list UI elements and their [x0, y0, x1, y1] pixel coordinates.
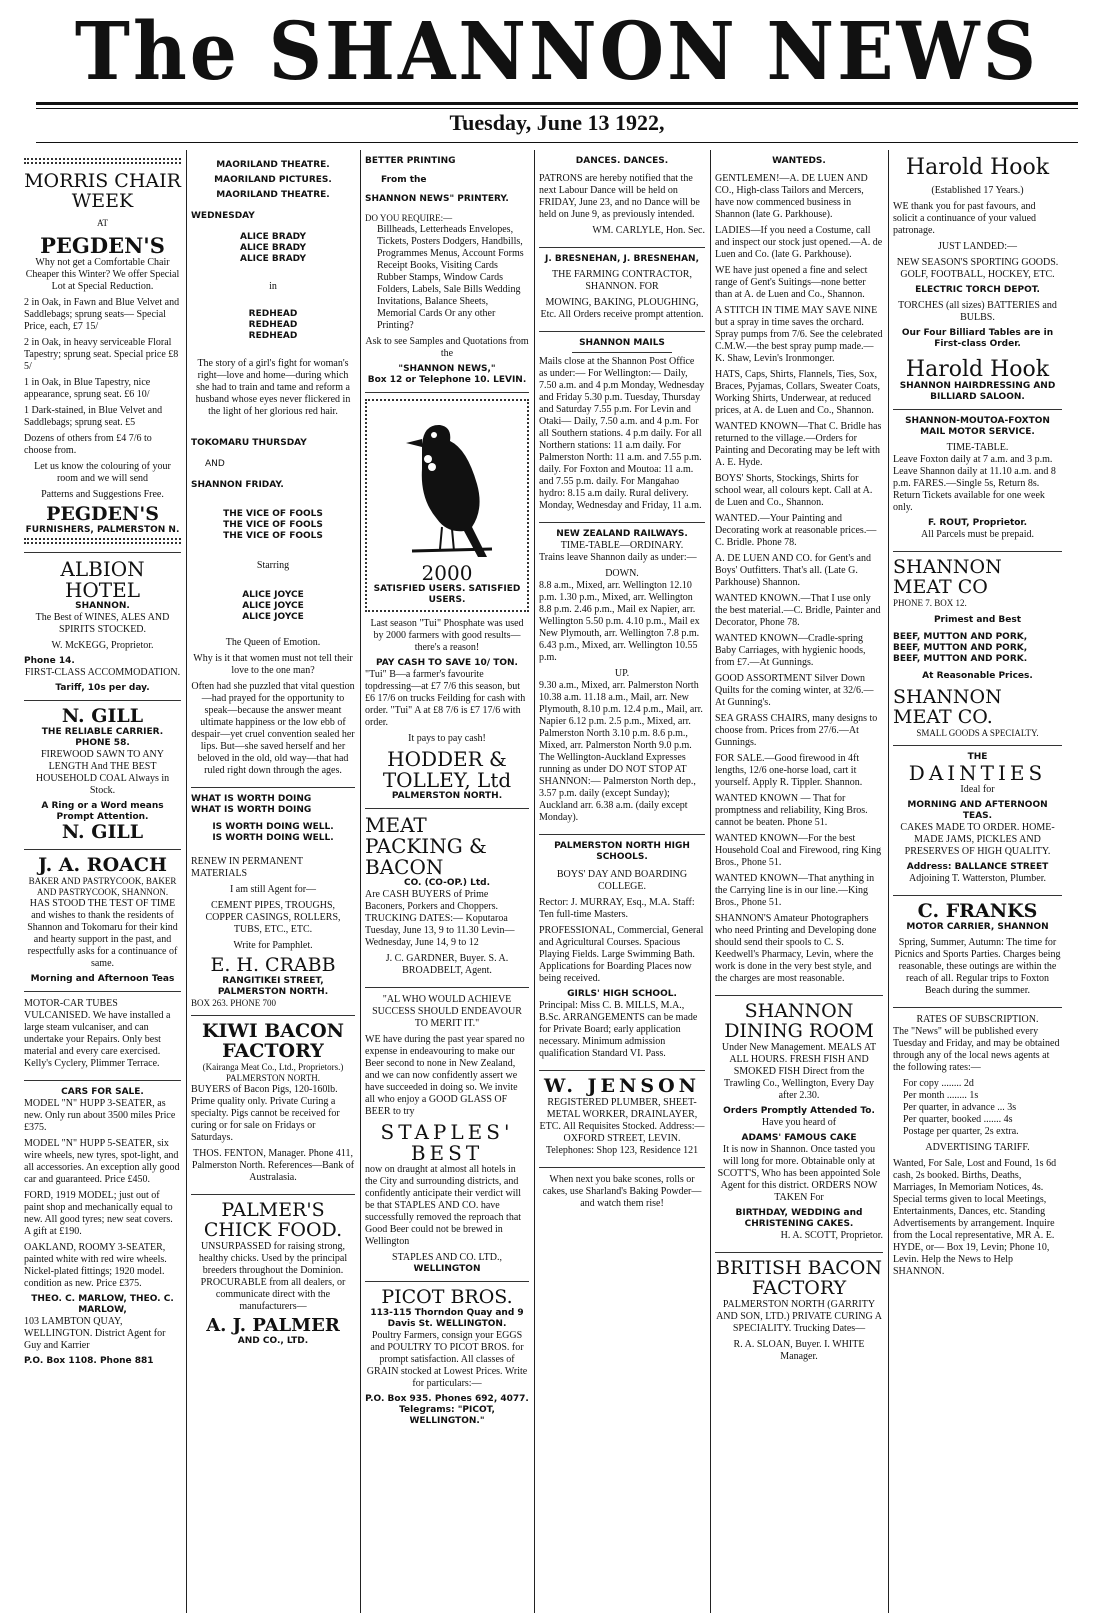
ad-text: Trains leave Shannon daily as under:— — [539, 552, 697, 563]
ad-text: RENEW IN PERMANENT MATERIALS — [191, 856, 303, 879]
ad-heading: WHAT IS WORTH DOING — [191, 805, 312, 815]
ad-text: RANGITIKEI STREET, — [222, 975, 324, 986]
ad-headline: Harold Hook — [905, 155, 1050, 180]
ad-text: At Reasonable Prices. — [922, 671, 1033, 682]
ad-tui-phosphate — [365, 393, 529, 809]
classified-ad: LADIES—If you need a Costume, call and inspect our stock just opened.—A. de Luen and Co. (late G. Parkhouse). — [715, 225, 883, 260]
ad-text: H. A. SCOTT, Proprietor. — [780, 1229, 883, 1241]
ad-text: Address: BALLANCE STREET — [906, 861, 1049, 872]
ad-text: 9.30 a.m., Mixed, arr. Palmerston North 10.38 a.m. 11.18 a.m., Mail, arr. New Plymouth, 8.10 p.m. 12.4 p.m., Mail, arr. Napier 6.12 p.m. 2.5 p.m., Mixed, arr. Palmerston North 3.10 p.m. 8.6 p.m., Mixed, arr. Palmerston North 9.0 p.m. The Wellington-Auckland Expresses running as under DO NOT STOP AT SHANNON:— Palmerston North dep., 3.57 p.m. daily (except Sunday); Auckland arr. 6.38 a.m. (daily except Monday). — [539, 680, 703, 823]
ad-text: WELLINGTON — [413, 1264, 481, 1274]
ad-cars-for-sale — [24, 1081, 181, 1373]
ad-text: "Tui" B—a farmer's favourite topdressing—at £7 7/6 this season, but £6 17/6 on trucks Feilding for cash with order. "Tui" A at £8 7/6 is £7 17/6 with order. — [365, 669, 526, 728]
ad-text: Often had she puzzled that vital question—had prayed for the opportunity to speak—because the answer meant ultimate happiness or the low ebb of despair—yet cruel convention sealed her lips. But—she saved herself and her beloved in the old, old way—that had ruled right down through the ages. — [191, 681, 355, 776]
ad-text: ELECTRIC TORCH DEPOT. — [915, 285, 1040, 296]
ad-text: TOKOMARU THURSDAY — [191, 438, 307, 448]
ad-heading: CARS FOR SALE. — [61, 1086, 144, 1097]
ad-text: UNSURPASSED for raising strong, healthy chicks. Used by the principal breeders throughout the Dominion. PROCURABLE from all dealers, or communicate direct with the manufacturers— — [198, 1240, 348, 1312]
classified-ad: A STITCH IN TIME MAY SAVE NINE but a spray in time saves the orchard. Spray pumps from 7/6. See the celebrated C.M.W.—the best spray pump made.—K. Shaw, Levin's Ironmonger. — [715, 305, 883, 364]
ad-text: AND — [205, 459, 225, 469]
ad-text: BIRTHDAY, WEDDING and CHRISTENING CAKES. — [735, 1207, 863, 1229]
ad-text: Poultry Farmers, consign your EGGS and POULTRY TO PICOT BROS. for prompt satisfaction. All classes of GRAIN stocked at Lowest Prices. Write for particulars:— — [366, 1329, 528, 1389]
ad-text: SHANNON NEWS" PRINTERY. — [365, 194, 509, 204]
ad-text: Primest and Best — [933, 615, 1022, 626]
ad-text: It pays to pay cash! — [408, 733, 486, 744]
ad-heading: BETTER PRINTING — [365, 156, 456, 166]
ad-text: PALMERSTON NORTH. — [391, 791, 503, 801]
star-name: ALICE BRADY — [239, 254, 307, 264]
ad-n-gill — [24, 701, 181, 850]
issue-date: Tuesday, June 13 1922, — [449, 110, 665, 135]
ad-dances — [539, 150, 705, 248]
shannon-mails — [539, 332, 705, 523]
ad-dining-room — [715, 996, 883, 1253]
ad-text: SHANNON FRIDAY. — [191, 480, 284, 490]
ad-text: The "News" will be published every Tuesday and Friday, and may be obtained through any of the local news agents at the following rates:— — [893, 1025, 1060, 1073]
ad-text: Let us know the colouring of your room and we will send — [34, 460, 171, 484]
ad-text: (Kairanga Meat Co., Ltd., Proprietors.) PALMERSTON NORTH. — [202, 1061, 344, 1083]
ad-headline: C. FRANKS — [917, 899, 1038, 922]
ad-text: W. McKEGG, Proprietor. — [51, 639, 154, 651]
section-heading: SHANNON MAILS — [579, 338, 665, 348]
ad-albion-hotel — [24, 553, 181, 701]
ad-text: FIRST-CLASS ACCOMMODATION. — [24, 666, 181, 678]
ad-text: STAPLES AND CO. LTD., — [392, 1252, 502, 1263]
tui-bird-icon — [392, 409, 502, 559]
ad-text: WM. CARLYLE, Hon. Sec. — [592, 225, 705, 236]
ad-text: SATISFIED USERS. SATISFIED USERS. — [373, 584, 521, 605]
ad-text: R. A. SLOAN, Buyer. I. WHITE Manager. — [733, 1338, 865, 1362]
ad-kiwi-bacon — [191, 1016, 355, 1195]
ad-text: "SHANNON NEWS," — [398, 364, 496, 374]
ad-text: THE — [967, 751, 988, 762]
ad-text: WE have during the past year spared no expense in endeavouring to make our Beer second to none in New Zealand, and we can now confidently assert we have succeeded in doing so. We invite all who enjoy a GOOD GLASS OF BEER to try — [365, 1034, 525, 1117]
ad-text: PALMERSTON NORTH (GARRITY AND SON, LTD.) PRIVATE CURING A SPECIALITY. Trucking Dates— — [716, 1298, 882, 1334]
ad-item: 1 in Oak, in Blue Tapestry, nice appearance, sprung seat. £6 10/ — [24, 376, 151, 400]
ad-text: CEMENT PIPES, TROUGHS, COPPER CASINGS, ROLLERS, TUBS, ETC., ETC. — [205, 900, 341, 935]
classified-ad: WANTED KNOWN — That for promptness and reliability, King Bros. cannot be beaten. Phone 51. — [715, 793, 868, 828]
ad-pn-high-schools — [539, 835, 705, 1071]
ad-text: BUYERS of Bacon Pigs, 120-160lb. Prime quality only. Private Curing a specialty. Pigs cannot be received for curing or for sale on Fridays or Saturdays. — [191, 1083, 340, 1143]
ad-headline: N. GILL — [61, 820, 144, 843]
border-dots — [24, 158, 181, 164]
ad-headline: PICOT BROS. — [381, 1286, 513, 1308]
ad-text: PAY CASH TO SAVE 10/ TON. — [376, 658, 518, 668]
ad-sharland — [539, 1168, 705, 1220]
ad-text: Spring, Summer, Autumn: The time for Picnics and Sports Parties. Charges being reasonable, these outings are within the reach of all. Regular trips to Foxton Beach during the summer. — [894, 936, 1061, 996]
classified-ad: BOYS' Shorts, Stockings, Shirts for school wear, all colours kept. Call at A. de Luen and Co., Shannon. — [715, 473, 873, 508]
ad-heading: WHAT IS WORTH DOING — [191, 794, 312, 804]
ad-text: MORNING AND AFTERNOON TEAS. — [907, 799, 1048, 821]
ad-heading: J. BRESNEHAN, J. BRESNEHAN, — [544, 254, 700, 264]
ad-text: TIME-TABLE. — [946, 442, 1009, 454]
ad-shannon-meat — [893, 552, 1062, 746]
ad-pegdens — [24, 150, 181, 553]
ad-headline: MEAT PACKING & BACON — [365, 813, 487, 879]
ad-heading: SHANNON-MOUTOA-FOXTON MAIL MOTOR SERVICE. — [905, 416, 1050, 438]
ad-text: TIME-TABLE—ORDINARY. — [560, 540, 684, 551]
rate-row: Postage per quarter, 2s extra. — [903, 1125, 1019, 1137]
ad-item: MODEL "N" HUPP 5-SEATER, six wire wheels, new tyres, spot-light, and all accessories. An exception ally good car and guaranteed. Price £450. — [24, 1137, 180, 1185]
ad-headline: W. JENSON — [543, 1075, 701, 1097]
ad-text: THEO. C. MARLOW, THEO. C. MARLOW, — [31, 1293, 174, 1315]
ad-text: NEW SEASON'S SPORTING GOODS. GOLF, FOOTBALL, HOCKEY, ETC. — [896, 257, 1059, 281]
ad-headline: Harold Hook — [905, 357, 1050, 383]
ad-text: Starring — [256, 560, 290, 571]
ad-headline: DAINTIES — [908, 760, 1047, 785]
ad-text: All Parcels must be prepaid. — [920, 529, 1035, 541]
ad-text: CAKES MADE TO ORDER. HOME-MADE JAMS, PICKLES AND PRESERVES OF HIGH QUALITY. — [900, 821, 1055, 857]
subscription-rates — [893, 1008, 1062, 1288]
ad-text: BEEF, MUTTON AND PORK, — [893, 643, 1028, 654]
ad-heading: IS WORTH DOING WELL. — [212, 833, 334, 843]
ad-text: THOS. FENTON, Manager. Phone 411, Palmerston North. References—Bank of Australasia. — [191, 1147, 355, 1183]
ad-item: FORD, 1919 MODEL; just out of paint shop and mechanically equal to new. All good tyres; new seat covers. A gift at £190. — [24, 1189, 173, 1237]
ad-text: Mails close at the Shannon Post Office as under:— For Wellington:— Daily, 7.50 a.m. and 4 p.m Monday, Wednesday and Friday 5.30 p.m. Tuesday, Thursday and Saturday 7.55 p.m. For Levin and Otaki— Daily, 7.50 a.m. and 4 p.m. For all Southern stations. 4 p.m daily. For all Northern stations: 11 a.m daily. For Palmerston North: 11 a.m. and 7.55 p.m. daily. For Foxton and Moutoa: 11 a.m. and 7.55 p.m. daily. For Mangahao hydro: 8.15 a.m daily. Rural delivery. Monday, Wednesday and Friday, 11 a.m. — [539, 356, 705, 511]
classified-ad: WANTED KNOWN—That anything in the Carrying line is in our line.—King Bros., Phone 51. — [715, 873, 875, 908]
ad-harold-hook — [893, 150, 1062, 410]
ad-text: WE thank you for past favours, and solicit a continuance of your valued patronage. — [893, 201, 1037, 237]
ad-text: BOX 263. PHONE 700 — [191, 997, 277, 1008]
star-name: ALICE JOYCE — [242, 590, 304, 600]
ad-headline: N. GILL — [61, 704, 144, 727]
ad-heading: DANCES. DANCES. — [575, 156, 669, 166]
ad-text: The story of a girl's fight for woman's right—love and home—during which she had to train and tame and reform a husband whose eyes never flickered in the light of her glorious red hair. — [195, 358, 351, 417]
ad-item: MODEL "N" HUPP 3-SEATER, as new. Only run about 3500 miles Price £375. — [24, 1097, 176, 1133]
ad-text: MOWING, BAKING, PLOUGHING, Etc. All Orders receive prompt attention. — [540, 297, 704, 320]
film-title: REDHEAD — [248, 320, 298, 330]
ad-text: BOYS' DAY AND BOARDING COLLEGE. — [556, 869, 688, 892]
ad-text: Billheads, Letterheads Envelopes, Tickets, Posters Dodgers, Handbills, Programmes Menus, Account Forms Receipt Books, Visiting Cards Rubber Stamps, Window Cards Folders, Labels, Sale Bills Wedding Invitations, Balance Sheets, Memorial Cards Or any other Printing? — [377, 224, 524, 331]
star-name: ALICE BRADY — [239, 232, 307, 242]
classified-ad: SHANNON'S Amateur Photographers who need Printing and Developing done should send their spools to C. S. Keedwell's Pharmacy, Levin, where the work is done in the very best style, and the charges are most reasonable. — [715, 913, 877, 984]
ad-text: P.O. Box 1108. Phone 881 — [24, 1355, 154, 1366]
ad-c-franks — [893, 896, 1062, 1008]
classified-ad: GOOD ASSORTMENT Silver Down Quilts for the coming winter, at 32/6.—At Gunning's. — [715, 673, 874, 708]
ad-brand: STAPLES' BEST — [380, 1120, 514, 1165]
ad-headline: SHANNON DINING ROOM — [724, 1000, 874, 1042]
ad-text: DOWN. — [605, 568, 639, 579]
ad-bresnehan — [539, 248, 705, 332]
ad-text: I am still Agent for— — [229, 884, 317, 895]
classified-ad: WANTED KNOWN.—That I use only the best material.—C. Bridle, Painter and Decorator, Phone 78. — [715, 593, 881, 628]
ad-british-bacon — [715, 1253, 883, 1373]
ad-roach — [24, 850, 181, 992]
ad-text: "AL WHO WOULD ACHIEVE SUCCESS SHOULD ENDEAVOUR TO MERIT IT." — [372, 994, 522, 1029]
section-heading: RATES OF SUBSCRIPTION. — [916, 1013, 1039, 1025]
ad-text: (Established 17 Years.) — [931, 185, 1024, 197]
ad-brand: A. J. PALMER — [206, 1314, 340, 1336]
ad-list — [191, 309, 355, 342]
ad-headline: BRITISH BACON FACTORY — [716, 1256, 882, 1299]
classified-ad: WANTED KNOWN—For the best Household Coal and Firewood, ring King Bros., Phone 51. — [715, 833, 882, 868]
star-name: ALICE JOYCE — [242, 612, 304, 622]
date-rule — [36, 142, 1078, 143]
ad-text: When next you bake scones, rolls or cakes, use Sharland's Baking Powder—and watch them rise! — [542, 1173, 702, 1209]
theatre-line: MAORILAND PICTURES. — [214, 175, 332, 185]
ad-text: Ideal for — [960, 783, 995, 795]
ad-text: From the — [381, 175, 427, 185]
masthead — [0, 0, 1114, 150]
film-title: THE VICE OF FOOLS — [223, 509, 323, 519]
classified-ad: WANTED KNOWN—Cradle-spring Baby Carriages, with hygienic hoods, from £7.—At Gunnings. — [715, 633, 866, 668]
ad-list — [191, 232, 355, 265]
ad-heading — [191, 160, 355, 201]
ad-brand: HODDER & TOLLEY, Ltd — [382, 747, 512, 792]
column-6 — [889, 150, 1066, 1613]
ad-heading: ADAMS' FAMOUS CAKE — [741, 1132, 857, 1143]
ad-text: THE FARMING CONTRACTOR, SHANNON. FOR — [552, 269, 692, 292]
ad-text: 8.8 a.m., Mixed, arr. Wellington 12.10 p.m. 1.30 p.m., Mixed, arr. Wellington 8.8 p.m. 2.46 p.m., Mail ex Napier, arr. Wellington 5.50 p.m. 4.10 p.m., Mail ex New Plymouth, arr. Wellington 7.8 p.m. 6.43 p.m., Mixed, arr. Wellington 10.55 p.m. — [539, 580, 700, 663]
ad-text: FURNISHERS, PALMERSTON N. — [25, 524, 180, 535]
ad-better-printing — [365, 150, 529, 393]
column-2 — [187, 150, 359, 1613]
classified-ad: WANTED.—Your Painting and Decorating work at reasonable prices.—C. Bridle. Phone 78. — [715, 513, 877, 548]
ad-list — [191, 590, 355, 623]
ad-text: SHANNON. — [75, 600, 130, 611]
ad-text: Patterns and Suggestions Free. — [41, 488, 164, 500]
ad-heading: GIRLS' HIGH SCHOOL. — [567, 989, 677, 999]
classified-ad: HATS, Caps, Shirts, Flannels, Ties, Sox, Braces, Pyjamas, Collars, Sweater Coats, Working Shirts, Underwear, at reduced prices, at A. de Luen and Co., Shannon. — [715, 369, 880, 416]
divider — [572, 352, 672, 353]
ad-text: 113-115 Thorndon Quay and 9 Davis St. WELLINGTON. — [370, 1307, 524, 1329]
ad-text: WEDNESDAY — [191, 211, 255, 221]
ad-brand: PEGDEN'S — [46, 502, 159, 525]
ad-mail-motor — [893, 410, 1062, 552]
ad-text: Tariff, 10s per day. — [55, 682, 150, 693]
classified-ad: WE have just opened a fine and select range of Gent's Suitings—none better than at A. de Luen and Co., Shannon. — [715, 265, 868, 300]
users-number: 2000 — [421, 561, 473, 585]
ad-text: 103 LAMBTON QUAY, WELLINGTON. District Agent for Guy and Karrier — [24, 1315, 166, 1351]
ad-text: now on draught at almost all hotels in the City and surrounding districts, and confidently anticipate their verdict will be that STAPLES AND CO. have successfully removed the reproach that Good Beer could not be brewed in Wellington — [365, 1164, 522, 1247]
ad-text: HAS STOOD THE TEST OF TIME and wishes to thank the residents of Shannon and Tokomaru for their kind and hearty support in the past, and respectfully asks for a continuance of same. — [27, 897, 178, 969]
ad-item: Dozens of others from £4 7/6 to choose from. — [24, 432, 152, 456]
column-5 — [711, 150, 887, 1613]
ad-text: THE RELIABLE CARRIER. PHONE 58. — [41, 726, 164, 748]
ad-text: AT — [97, 217, 108, 228]
section-heading: NEW ZEALAND RAILWAYS. — [556, 529, 688, 539]
column-4 — [535, 150, 709, 1613]
ad-text: Our Four Billiard Tables are in First-class Order. — [901, 328, 1054, 350]
ad-text: F. ROUT, Proprietor. — [927, 518, 1028, 529]
theatre-line: MAORILAND THEATRE. — [216, 190, 330, 200]
film-title: REDHEAD — [248, 331, 298, 341]
ad-text: Under New Management. MEALS AT ALL HOURS. FRESH FISH AND SMOKED FISH Direct from the Trawling Co., Wellington, Every Day after 2.30. — [721, 1041, 877, 1101]
ad-text: A Ring or a Word means Prompt Attention. — [41, 800, 164, 822]
ad-text: Rector: J. MURRAY, Esq., M.A. Staff: Ten full-time Masters. — [539, 897, 695, 920]
film-title: REDHEAD — [248, 309, 298, 319]
ad-text: JUST LANDED:— — [938, 241, 1017, 253]
newspaper-title: The SHANNON NEWS — [74, 5, 1040, 99]
ad-text: Have you heard of — [761, 1116, 837, 1128]
classified-ad: FOR SALE.—Good firewood in 4ft lengths, 12/6 one-horse load, cart it yourself. Apply R. Tippler. Shannon. — [715, 753, 863, 788]
ad-text: FIREWOOD SAWN TO ANY LENGTH And THE BEST HOUSEHOLD COAL Always in Stock. — [35, 748, 170, 796]
ad-text: SMALL GOODS A SPECIALTY. — [916, 727, 1039, 738]
masthead-rule — [36, 102, 1078, 105]
ad-item: 2 in Oak, in heavy serviceable Floral Tapestry; sprung seat. Special price £8 5/ — [24, 336, 179, 372]
ad-headline: E. H. CRABB — [210, 954, 336, 976]
ad-text: MOTOR CARRIER, SHANNON — [906, 921, 1049, 932]
ad-text: TORCHES (all sizes) BATTERIES and BULBS. — [898, 300, 1057, 324]
ad-palmers-chick-food — [191, 1195, 355, 1353]
column-1 — [20, 150, 185, 1613]
film-title: THE VICE OF FOOLS — [223, 520, 323, 530]
ad-headline: PALMER'S CHICK FOOD. — [203, 1198, 343, 1241]
ad-heading: IS WORTH DOING WELL. — [212, 822, 334, 832]
ad-list — [191, 509, 355, 542]
ad-text: PHONE 7. BOX 12. — [893, 598, 967, 609]
star-name: ALICE BRADY — [239, 243, 307, 253]
ad-text: Are CASH BUYERS of Prime Baconers, Porkers and Choppers. TRUCKING DATES:— Koputaroa Tuesday, June 13, 9 to 11.30 Levin—Wednesday, June 14, 9 to 12 — [365, 889, 515, 948]
section-heading: ADVERTISING TARIFF. — [925, 1141, 1030, 1153]
ad-text: REGISTERED PLUMBER, SHEET-METAL WORKER, DRAINLAYER, ETC. All Requisites Stocked. Address:— OXFORD STREET, LEVIN. Telephones: Shop 123, Residence 121 — [539, 1096, 705, 1156]
section-heading: PALMERSTON NORTH HIGH SCHOOLS. — [554, 841, 690, 862]
ad-item: OAKLAND, ROOMY 3-SEATER, painted white with red wire wheels. Nickel-plated fittings; 1920 model. condition as new. Price £375. — [24, 1241, 167, 1289]
ad-text: Why is it that women must not tell their love to the one man? — [193, 653, 353, 676]
star-name: ALICE JOYCE — [242, 601, 304, 611]
ad-headline: KIWI BACON FACTORY — [201, 1019, 345, 1062]
ad-text: PATRONS are hereby notified that the next Labour Dance will be held on FRIDAY, June 23, and no Dance will be held on June 9, as previously intended. — [539, 173, 700, 220]
ad-headline: ALBION HOTEL — [60, 556, 145, 602]
ad-text: Morning and Afternoon Teas — [30, 973, 175, 984]
ad-text: Adjoining T. Watterston, Plumber. — [909, 872, 1046, 884]
ad-text: Principal: Miss C. B. MILLS, M.A., B.Sc. ARRANGEMENTS can be made for Private Board; early application necessary. Minimum admission qualification Standard VI. Pass. — [539, 1000, 698, 1059]
ad-text: Last season "Tui" Phosphate was used by 2000 farmers with good results—there's a reason! — [370, 618, 524, 653]
rate-row: For copy ........ 2d — [903, 1077, 974, 1089]
ad-concrete-agent — [191, 788, 355, 1016]
rate-table — [893, 1078, 1062, 1138]
ad-headline: SHANNON MEAT CO. — [893, 686, 1002, 728]
ad-text: P.O. Box 935. Phones 692, 4077. Telegrams: "PICOT, WELLINGTON." — [365, 1393, 529, 1426]
ad-text: Ask to see Samples and Quotations from the — [365, 336, 529, 359]
ad-text: Why not get a Comfortable Chair Cheaper this Winter? We offer Special Lot at Special Reduction. — [25, 256, 180, 292]
ad-text: Phone 14. — [24, 655, 75, 666]
ad-jenson — [539, 1071, 705, 1168]
ad-text: The Queen of Emotion. — [225, 637, 321, 648]
rate-row: Per month ........ 1s — [903, 1089, 979, 1101]
ad-text: Write for Pamphlet. — [233, 940, 313, 951]
ad-meat-packing — [365, 809, 529, 988]
ad-text: in — [269, 281, 277, 292]
ad-text: BEEF, MUTTON AND PORK, — [893, 632, 1028, 643]
rate-row: Per quarter, booked ....... 4s — [903, 1113, 1013, 1125]
classified-ad: SEA GRASS CHAIRS, many designs to choose from. Prices from 27/6.—At Gunnings. — [715, 713, 878, 748]
ad-text: PALMERSTON NORTH. — [217, 986, 329, 997]
ad-item: 1 Dark-stained, in Blue Velvet and Saddlebags; sprung seat. £5 — [24, 404, 163, 428]
ad-text: UP. — [614, 668, 630, 679]
classified-ad: WANTED KNOWN—That C. Bridle has returned to the village.—Orders for Painting and Decorating may be left with A. E. Hyde. — [715, 421, 882, 468]
ad-text: AND CO., LTD. — [237, 1335, 309, 1346]
border-dots — [24, 538, 181, 544]
ad-text: MOTOR-CAR TUBES VULCANISED. We have installed a large steam vulcaniser, and can undertake your Repairs. Only best material and every care exercised. Kelly's Cyclery, Plimmer Terrace. — [24, 997, 171, 1069]
ad-dainties — [893, 746, 1062, 896]
ad-text: DO YOU REQUIRE:— — [365, 213, 453, 223]
theatre-line: MAORILAND THEATRE. — [216, 160, 330, 170]
ad-maoriland-theatre — [191, 150, 355, 788]
ad-staples — [365, 988, 529, 1282]
ad-text: J. C. GARDNER, Buyer. S. A. BROADBELT, Agent. — [385, 953, 509, 976]
film-title: THE VICE OF FOOLS — [223, 531, 323, 541]
ad-brand: PEGDEN'S — [40, 232, 165, 258]
ad-picot-bros — [365, 1282, 529, 1433]
ad-text: Wanted, For Sale, Lost and Found, 1s 6d cash, 2s booked. Births, Deaths, Marriages, In Memoriam Notices, 4s. Special terms given to local Meetings, Entertainments, Dances, etc. Standing Advertisements by arrangement. Inquire from the Local representative, MR A. E. HYDE, or— Box 19, Levin; Phone 10, Levin. Help the News to Help SHANNON. — [893, 1157, 1057, 1277]
tui-frame — [365, 399, 529, 612]
rate-row: Per quarter, in advance ... 3s — [903, 1101, 1017, 1113]
column-3 — [361, 150, 533, 1613]
ad-text: Box 12 or Telephone 10. LEVIN. — [367, 375, 527, 385]
ad-headline: MORRIS CHAIR WEEK — [24, 170, 181, 212]
section-heading: WANTEDS. — [772, 156, 826, 166]
masthead-rule-thin — [36, 108, 1078, 109]
ad-vulcanising — [24, 992, 181, 1081]
classified-ad: GENTLEMEN!—A. DE LUEN AND CO., High-class Tailors and Mercers, have now commenced business in Shannon (late G. Parkhouse). — [715, 173, 868, 220]
ad-item: 2 in Oak, in Fawn and Blue Velvet and Saddlebags; sprung seats— Special Price, each, £7 15/ — [24, 296, 180, 332]
ad-headline: SHANNON MEAT CO — [893, 556, 1002, 599]
ad-text: Leave Foxton daily at 7 a.m. and 3 p.m. Leave Shannon daily at 11.10 a.m. and 8 p.m. FARES.—Single 5s, Return 8s. Return Tickets available for one week only. — [893, 454, 1056, 514]
ad-text: The Best of WINES, ALES AND SPIRITS STOCKED. — [35, 611, 170, 635]
ad-headline: J. A. ROACH — [38, 853, 167, 876]
ad-text: BAKER AND PASTRYCOOK, BAKER AND PASTRYCOOK, SHANNON. — [28, 875, 177, 897]
ad-text: Orders Promptly Attended To. — [723, 1105, 875, 1116]
wanteds-section — [715, 150, 883, 996]
ad-text: SHANNON HAIRDRESSING AND BILLIARD SALOON. — [899, 381, 1056, 403]
ad-text: PROFESSIONAL, Commercial, General and Agricultural Courses. Spacious Playing Fields. Large Swimming Bath. Applications for Boarding Places now being received. — [539, 925, 704, 984]
ad-text: CO. (CO-OP.) Ltd. — [403, 878, 491, 888]
ad-text: BEEF, MUTTON AND PORK. — [893, 654, 1028, 665]
classified-ad: A. DE LUEN AND CO. for Gent's and Boys' Outfitters. That's all. (Late G. Parkhouse) Shannon. — [715, 553, 871, 588]
ad-text: It is now in Shannon. Once tasted you will long for more. Obtainable only at SCOTT'S, Who has been appointed Sole Agent for this district. ORDERS NOW TAKEN For — [717, 1143, 881, 1203]
nz-railways — [539, 523, 705, 835]
